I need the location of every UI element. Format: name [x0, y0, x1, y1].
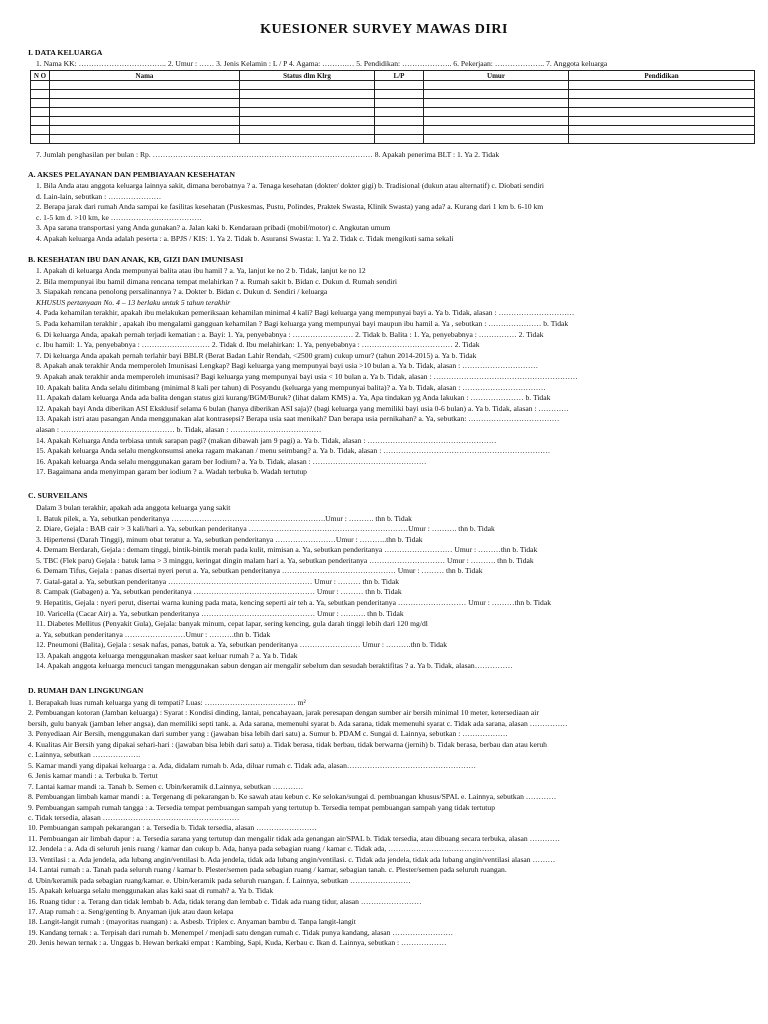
question-line: 4. Pada kehamilan terakhir, apakah ibu melakukan pemeriksaan kehamilan minimal 4 kali? Bagi keluarga yang mempunyai bayi a. Ya b. Tidak, alasan : ………………………… — [36, 308, 575, 318]
section-b-heading: B. KESEHATAN IBU DAN ANAK, KB, GIZI DAN IMUNISASI — [28, 255, 244, 264]
table-cell — [50, 117, 240, 126]
question-line: 4. Demam Berdarah, Gejala : demam tinggi, bintik-bintik merah pada kulit, mimisan a. Ya, sebutkan penderitanya ……………………… Umur : ………thn b. Tidak — [36, 545, 538, 555]
question-line: 10. Apakah balita Anda selalu ditimbang (minimal 8 kali per tahun) di Posyandu (keluarga yang mempunyai balita)? a. Ya b. Tidak, alasan : …………………………… — [36, 382, 546, 392]
table-row — [31, 135, 755, 144]
table-row — [31, 99, 755, 108]
table-cell — [424, 117, 569, 126]
table-cell — [424, 81, 569, 90]
question-line: 16. Apakah keluarga Anda selalu menggunakan garam ber Iodium? a. Ya b. Tidak, alasan : ……………………………………… — [36, 456, 427, 466]
question-line: 12. Pneumoni (Balita), Gejala : sesak nafas, panas, batuk a. Ya, sebutkan penderitanya …………………… Umur : ……….thn b. Tidak — [36, 640, 448, 650]
question-line: 1. Berapakah luas rumah keluarga yang di tempati? Luas: ……………………………… m² — [28, 698, 306, 707]
question-line: 13. Ventilasi : a. Ada jendela, ada lubang angin/ventilasi b. Ada jendela, tidak ada lubang angin/ventilasi. c. Tidak ada jendela, tidak ada lubang angin/ventilasi alasan ……… — [28, 854, 556, 864]
question-line: 10. Pembuangan sampah pekarangan : a. Tersedia b. Tidak tersedia, alasan …………………… — [28, 823, 317, 833]
table-cell — [31, 108, 50, 117]
table-cell — [375, 81, 424, 90]
question-line: d. Lain-lain, sebutkan : ………………… — [36, 191, 162, 201]
question-line: 14. Apakah anggota keluarga mencuci tangan menggunakan sabun dengan air mengalir sebelum dan sesudah beraktifitas ? a. Ya b. Tidak, alasan…………… — [36, 661, 513, 671]
question-line: 1. Bila Anda atau anggota keluarga lainnya sakit, dimana berobatnya ? a. Tenaga kesehatan (dokter/ dokter gigi) b. Tradisional (dukun atau alternatif) c. Diobati sendiri — [36, 181, 545, 190]
table-cell — [375, 126, 424, 135]
section-i-line-1: 1. Nama KK: …………………………….. 2. Umur : …… 3. Jenis Kelamin : L / P 4. Agama: ……….… 5. Pendidikan: ……………….. 6. Pekerjaan: ……………….. 7. Anggota keluarga — [36, 59, 608, 68]
table-cell — [50, 108, 240, 117]
section-i-heading: I. DATA KELUARGA — [28, 48, 103, 57]
question-line: 14. Lantai rumah : a. Tanah pada seluruh ruang / kamar b. Plester/semen pada sebagian ruang / kamar, sebagian tanah. c. Plester/semen pada seluruh ruangan. — [28, 865, 507, 875]
table-header-nama: Nama — [50, 71, 240, 81]
table-cell — [31, 126, 50, 135]
question-line: d. Ubin/keramik pada sebagian ruang/kamar. e. Ubin/keramik pada seluruh ruangan. f. Lainnya, sebutkan …………………… — [28, 875, 411, 885]
question-line: 3. Siapakah rencana penolong persalinannya ? a. Dokter b. Bidan c. Dukun d. Sendiri / keluarga — [36, 287, 328, 297]
question-line: 9. Apakah anak terakhir anda memperoleh imunisasi? Bagi keluarga yang mempunyai bayi usia < 10 bulan a. Ya b. Tidak, alasan : ………………………………………………… — [36, 372, 578, 381]
section-c-heading: C. SURVEILANS — [28, 491, 88, 500]
question-line: 10. Varicella (Cacar Air) a. Ya, sebutkan penderitanya ……………………………………… Umur : ………. thn b. Tidak — [36, 608, 404, 618]
table-cell — [569, 135, 755, 144]
table-row — [31, 126, 755, 135]
family-table-header — [31, 71, 755, 81]
question-line: 3. Penyediaan Air Bersih, menggunakan dari sumber yang : (jawaban bisa lebih dari satu) a. Sumur b. PDAM c. Sungai d. Lainnya, sebutkan : ……………… — [28, 729, 508, 739]
table-row — [31, 117, 755, 126]
table-row — [31, 108, 755, 117]
question-line: 13. Apakah istri atau pasangan Anda menggunakan alat kontrasepsi? Berapa usia saat menikah? Dan berapa usia pernikahan? a. Ya, sebutkan: ……………………………… — [36, 414, 560, 424]
table-cell — [569, 108, 755, 117]
question-line: 6. Di keluarga Anda, apakah pernah terjadi kematian : a. Bayi: 1. Ya, penyebabnya : …………………… 2. Tidak b. Balita : 1. Ya, penyebabnya : …………… 2. Tidak — [36, 329, 544, 339]
question-line: 11. Diabetes Mellitus (Penyakit Gula), Gejala: banyak minum, cepat lapar, sering kencing, gula darah tinggi lebih dari 120 mg/dl — [36, 619, 428, 629]
family-members-table — [30, 70, 755, 144]
question-line: 16. Ruang tidur : a. Terang dan tidak lembab b. Ada, tidak terang dan lembab c. Tidak ada ruang tidur, alasan …………………… — [28, 896, 422, 906]
table-cell — [240, 108, 375, 117]
table-header-status: Status dlm Klrg — [240, 71, 375, 81]
question-line: 3. Hipertensi (Darah Tinggi), minum obat teratur a. Ya, sebutkan penderitanya ……………………Umur : ………..thn b. Tidak — [36, 534, 423, 544]
question-line: 12. Jendela : a. Ada di seluruh jenis ruang / kamar dan cukup b. Ada, hanya pada sebagian ruang / kamar c. Tidak ada, …………………………………… — [28, 844, 495, 854]
table-cell — [569, 90, 755, 99]
table-header-no: N O — [31, 71, 50, 81]
question-line: c. Ibu hamil: 1. Ya, penyebabnya : ……………………… 2. Tidak d. Ibu melahirkan: 1. Ya, penyebabnya : ……………………………… 2. Tidak — [36, 340, 480, 350]
table-row — [31, 90, 755, 99]
question-line: 7. Lantai kamar mandi :a. Tanah b. Semen c. Ubin/keramik d.Lainnya, sebutkan ………… — [28, 781, 304, 791]
section-a-heading: A. AKSES PELAYANAN DAN PEMBIAYAAN KESEHATAN — [28, 170, 235, 179]
question-line: 6. Demam Tifus, Gejala : panas disertai nyeri perut a. Ya, sebutkan penderitanya ……………………………………… Umur : ……… thn b. Tidak — [36, 566, 483, 576]
question-line: 1. Batuk pilek, a. Ya, sebutkan penderitanya …………………………………………………….Umur : ………. thn b. Tidak — [36, 513, 412, 523]
question-line: 7. Gatal-gatal a. Ya, sebutkan penderitanya ………………………………………………… Umur : ……… thn b. Tidak — [36, 576, 399, 586]
question-line: KHUSUS pertanyaan No. 4 – 13 berlaku untuk 5 tahun terakhir — [36, 297, 231, 307]
question-line: 9. Hepatitis, Gejala : nyeri perut, disertai warna kuning pada mata, kencing seperti air teh a. Ya, sebutkan penderitanya ……………………… Umur : ………thn b. Tidak — [36, 597, 551, 607]
table-cell — [240, 81, 375, 90]
table-cell — [31, 81, 50, 90]
table-cell — [424, 99, 569, 108]
table-cell — [375, 117, 424, 126]
table-cell — [569, 99, 755, 108]
section-i-line-7: 7. Jumlah penghasilan per bulan : Rp. …………………………………………………………………………… 8. Apakah penerima BLT : 1. Ya 2. Tidak — [36, 150, 500, 159]
question-line: 8. Campak (Gabagen) a. Ya, sebutkan penderitanya ………………………………………… Umur : ……… thn b. Tidak — [36, 587, 402, 597]
question-line: 5. TBC (Flek paru) Gejala : batuk lama > 3 minggu, keringat dingin malam hari a. Ya, sebutkan penderitanya ………………………… Umur : ………. thn b. Tidak — [36, 555, 534, 565]
question-line: 17. Bagaimana anda menyimpan garam ber iodium ? a. Wadah terbuka b. Wadah tertutup — [36, 467, 307, 477]
question-line: 13. Apakah anggota keluarga menggunakan masker saat keluar rumah ? a. Ya b. Tidak — [36, 650, 298, 660]
question-line: Dalam 3 bulan terakhir, apakah ada anggota keluarga yang sakit — [36, 503, 231, 512]
question-line: 15. Apakah keluarga selalu menggunakan alas kaki saat di rumah? a. Ya b. Tidak — [28, 886, 274, 896]
question-line: 18. Langit-langit rumah : (mayoritas ruangan) : a. Asbesb. Triplex c. Anyaman bambu d. Tanpa langit-langit — [28, 917, 356, 927]
question-line: 8. Pembuangan limbah kamar mandi : a. Tergenang di pekarangan b. Ke sawah atau kebun c. Ke selokan/sungai d. pembuangan khusus/SPAL e. Lainnya, sebutkan ………… — [28, 792, 557, 802]
question-line: 5. Pada kehamilan terakhir , apakah ibu mengalami gangguan kehamilan ? Bagi keluarga yang mempunyai bayi maupun ibu hamil a. Ya , sebutkan : ………………… b. Tidak — [36, 319, 569, 328]
question-line: 19. Kandang ternak : a. Terpisah dari rumah b. Menempel / menjadi satu dengan rumah c. Tidak punya kandang, alasan …………………… — [28, 927, 454, 937]
question-line: c. 1-5 km d. >10 km, ke ……………………………… — [36, 212, 202, 222]
table-cell — [424, 126, 569, 135]
table-header-lp: L/P — [375, 71, 424, 81]
table-cell — [50, 99, 240, 108]
question-line: 4. Apakah keluarga Anda adalah peserta : a. BPJS / KIS: 1. Ya 2. Tidak b. Asuransi Swasta: 1. Ya 2. Tidak c. Tidak mengikuti sama sekali — [36, 233, 454, 243]
table-cell — [240, 117, 375, 126]
table-cell — [424, 90, 569, 99]
table-cell — [240, 126, 375, 135]
table-cell — [569, 117, 755, 126]
question-line: 20. Jenis hewan ternak : a. Unggas b. Hewan berkaki empat : Kambing, Sapi, Kuda, Kerbau c. Ikan d. Lainnya, sebutkan : ……………… — [28, 938, 447, 948]
table-cell — [375, 99, 424, 108]
table-cell — [50, 126, 240, 135]
question-line: 14. Apakah Keluarga Anda terbiasa untuk sarapan pagi? (makan dibawah jam 9 pagi) a. Ya b. Tidak, alasan : …………………………………………… — [36, 435, 497, 445]
question-line: a. Ya, sebutkan penderitanya ……………………Umur : ……….thn b. Tidak — [36, 629, 271, 639]
table-cell — [424, 135, 569, 144]
question-line: 9. Pembuangan sampah rumah tangga : a. Tersedia tempat pembuangan sampah yang tertutup b. Tersedia tempat pembuangan sampah yang tidak tertutup — [28, 802, 496, 812]
question-line: 3. Apa sarana transportasi yang Anda gunakan? a. Jalan kaki b. Kendaraan pribadi (mobil/motor) c. Angkutan umum — [36, 223, 391, 232]
question-line: 11. Pembuangan air limbah dapur : a. Tersedia sarana yang tertutup dan mengalir tidak ada genangan air/SPAL b. Tidak tersedia, atau dibuang secara terbuka, alasan ………… — [28, 833, 560, 843]
section-d-heading: D. RUMAH DAN LINGKUNGAN — [28, 686, 144, 695]
table-cell — [50, 90, 240, 99]
table-cell — [240, 90, 375, 99]
question-line: 11. Apakah dalam keluarga Anda ada balita dengan status gizi kurang/BGM/Buruk? (lihat dalam KMS) a. Ya, Apa tindakan yg Anda lakukan : ………………… b. Tidak — [36, 393, 551, 403]
question-line: alasan : ……………………………………… b. Tidak, alasan : ……………………………… — [36, 425, 322, 434]
question-line: 8. Apakah anak terakhir Anda memperoleh Imunisasi Lengkap? Bagi keluarga yang mempunyai bayi usia >10 bulan a. Ya b. Tidak, alasan : ………………………… — [36, 361, 539, 371]
page-title: KUESIONER SURVEY MAWAS DIRI — [260, 22, 508, 37]
question-line: bersih, gulu banyak (jamban leher angsa), dan memiliki septi tank. a. Ada sarana, memenuhi syarat b. Ada sarana, tidak memenuhi syarat c. Tidak ada sarana, alasan …………… — [28, 718, 568, 728]
table-cell — [375, 108, 424, 117]
question-line: 2. Berapa jarak dari rumah Anda sampai ke fasilitas kesehatan (Puskesmas, Pustu, Polindes, Praktek Swasta, Klinik Swasta) yang ada? a. Kurang dari 1 km b. 6-10 km — [36, 202, 544, 211]
table-header-pendidikan: Pendidikan — [569, 71, 755, 81]
table-cell — [31, 135, 50, 144]
question-line: 12. Apakah bayi Anda diberikan ASI Eksklusif selama 6 bulan (hanya diberikan ASI saja)? (bagi keluarga yang memiliki bayi usia 0-6 bulan) a. Ya b. Tidak, alasan : ………… — [36, 403, 569, 413]
table-cell — [31, 117, 50, 126]
table-cell — [240, 99, 375, 108]
question-line: c. Tidak tersedia, alasan ……………………………………………… — [28, 812, 240, 822]
table-cell — [569, 81, 755, 90]
question-line: 17. Atap rumah : a. Seng/genting b. Anyaman ijuk atau daun kelapa — [28, 907, 234, 916]
question-line: 5. Kamar mandi yang dipakai keluarga : a. Ada, didalam rumah b. Ada, diluar rumah c. Tidak ada, alasan…………………………………………… — [28, 760, 477, 770]
table-cell — [31, 90, 50, 99]
question-line: 7. Di keluarga Anda apakah pernah terlahir bayi BBLR (Berat Badan Lahir Rendah, <2500 gram) cukup umur? (tahun 2014-2015) a. Ya b. Tidak — [36, 350, 477, 360]
table-cell — [375, 135, 424, 144]
question-line: c. Lainnya, sebutkan ………………. — [28, 750, 141, 760]
table-cell — [569, 126, 755, 135]
question-line: 2. Diare, Gejala : BAB cair > 3 kali/hari a. Ya, sebutkan penderitanya ………………………………………………………Umur : ………. thn b. Tidak — [36, 524, 495, 534]
table-row — [31, 81, 755, 90]
question-line: 2. Pembuangan kotoran (Jamban keluarga) : Syarat : Kondisi dinding, lantai, pencahayaan, jarak peresapan dengan sumber air bersih minimal 10 meter, ketersediaan air — [28, 708, 539, 718]
question-line: 4. Kualitas Air Bersih yang dipakai sehari-hari : (jawaban bisa lebih dari satu) a. Tidak berasa, tidak berbau, tidak berwarna (jernih) b. Tidak berasa, berbau dan atau keruh — [28, 739, 547, 749]
question-line: 6. Jenis kamar mandi : a. Terbuka b. Tertut — [28, 771, 158, 781]
question-line: 1. Apakah di keluarga Anda mempunyai balita atau ibu hamil ? a. Ya, lanjut ke no 2 b. Tidak, lanjut ke no 12 — [36, 266, 366, 275]
table-cell — [31, 99, 50, 108]
table-cell — [375, 90, 424, 99]
table-header-umur: Umur — [424, 71, 569, 81]
table-cell — [424, 108, 569, 117]
question-line: 15. Apakah keluarga Anda selalu mengkonsumsi aneka ragam makanan / menu seimbang? a. Ya b. Tidak, alasan : ………………………………………………………… — [36, 446, 551, 456]
table-cell — [240, 135, 375, 144]
table-cell — [50, 135, 240, 144]
question-line: 2. Bila mempunyai ibu hamil dimana rencana tempat melahirkan ? a. Rumah sakit b. Bidan c. Dukun d. Rumah sendiri — [36, 276, 398, 286]
table-cell — [50, 81, 240, 90]
